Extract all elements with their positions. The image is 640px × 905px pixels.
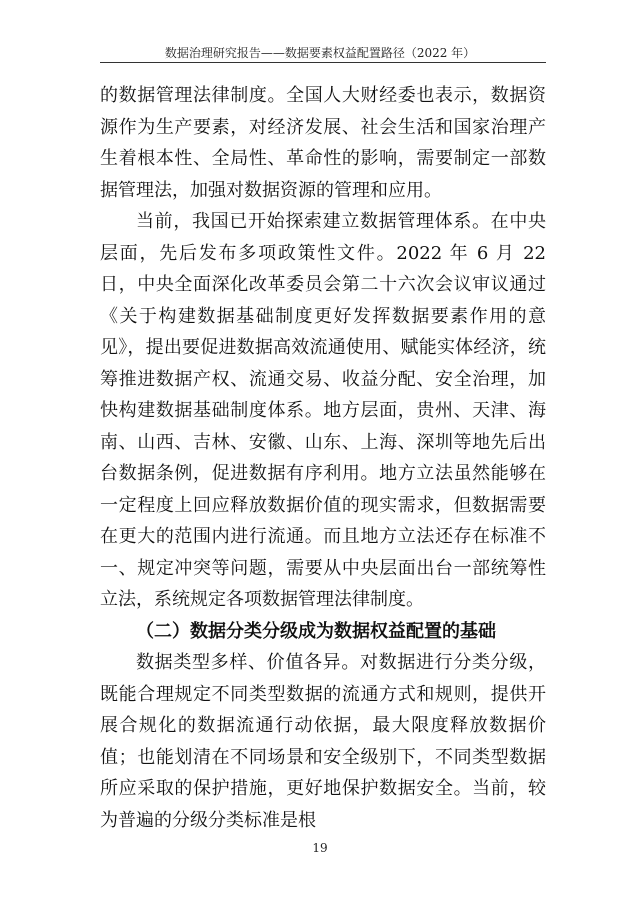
section-heading: （二）数据分类分级成为数据权益配置的基础	[136, 620, 496, 642]
header-divider	[100, 62, 546, 63]
body-text	[100, 80, 546, 836]
paragraph-current-system: 当前，我国已开始探索建立数据管理体系。在中央层面，先后发布多项政策性文件。2022 年 6 月 22 日，中央全面深化改革委员会第二十六次会议审议通过《关于构建数据基础制度更好发挥数据要素作用的意见》，提出要促进数据高效流通使用、赋能实体经济，统筹推进数据产权、流通交易、收益分配、安全治理，加快构建数据基础制度体系。地方层面，贵州、天津、海南、山西、吉林、安徽、山东、上海、深圳等地先后出台数据条例，促进数据有序利用。地方立法虽然能够在一定程度上回应释放数据价值的现实需求，但数据需要在更大的范围内进行流通。而且地方立法还存在标准不一、规定冲突等问题，需要从中央层面出台一部统筹性立法，系统规定各项数据管理法律制度。	[100, 211, 546, 610]
running-header: 数据治理研究报告——数据要素权益配置路径（2022 年）	[164, 46, 476, 60]
paragraph-continued: 的数据管理法律制度。全国人大财经委也表示，数据资源作为生产要素，对经济发展、社会生活和国家治理产生着根本性、全局性、革命性的影响，需要制定一部数据管理法，加强对数据资源的管理和应用。	[100, 85, 546, 201]
paragraph-classification: 数据类型多样、价值各异。对数据进行分类分级，既能合理规定不同类型数据的流通方式和规则，提供开展合规化的数据流通行动依据，最大限度释放数据价值；也能划清在不同场景和安全级别下，不同类型数据所应采取的保护措施，更好地保护数据安全。当前，较为普遍的分级分类标准是根	[100, 652, 546, 831]
page-number: 19	[312, 841, 328, 855]
